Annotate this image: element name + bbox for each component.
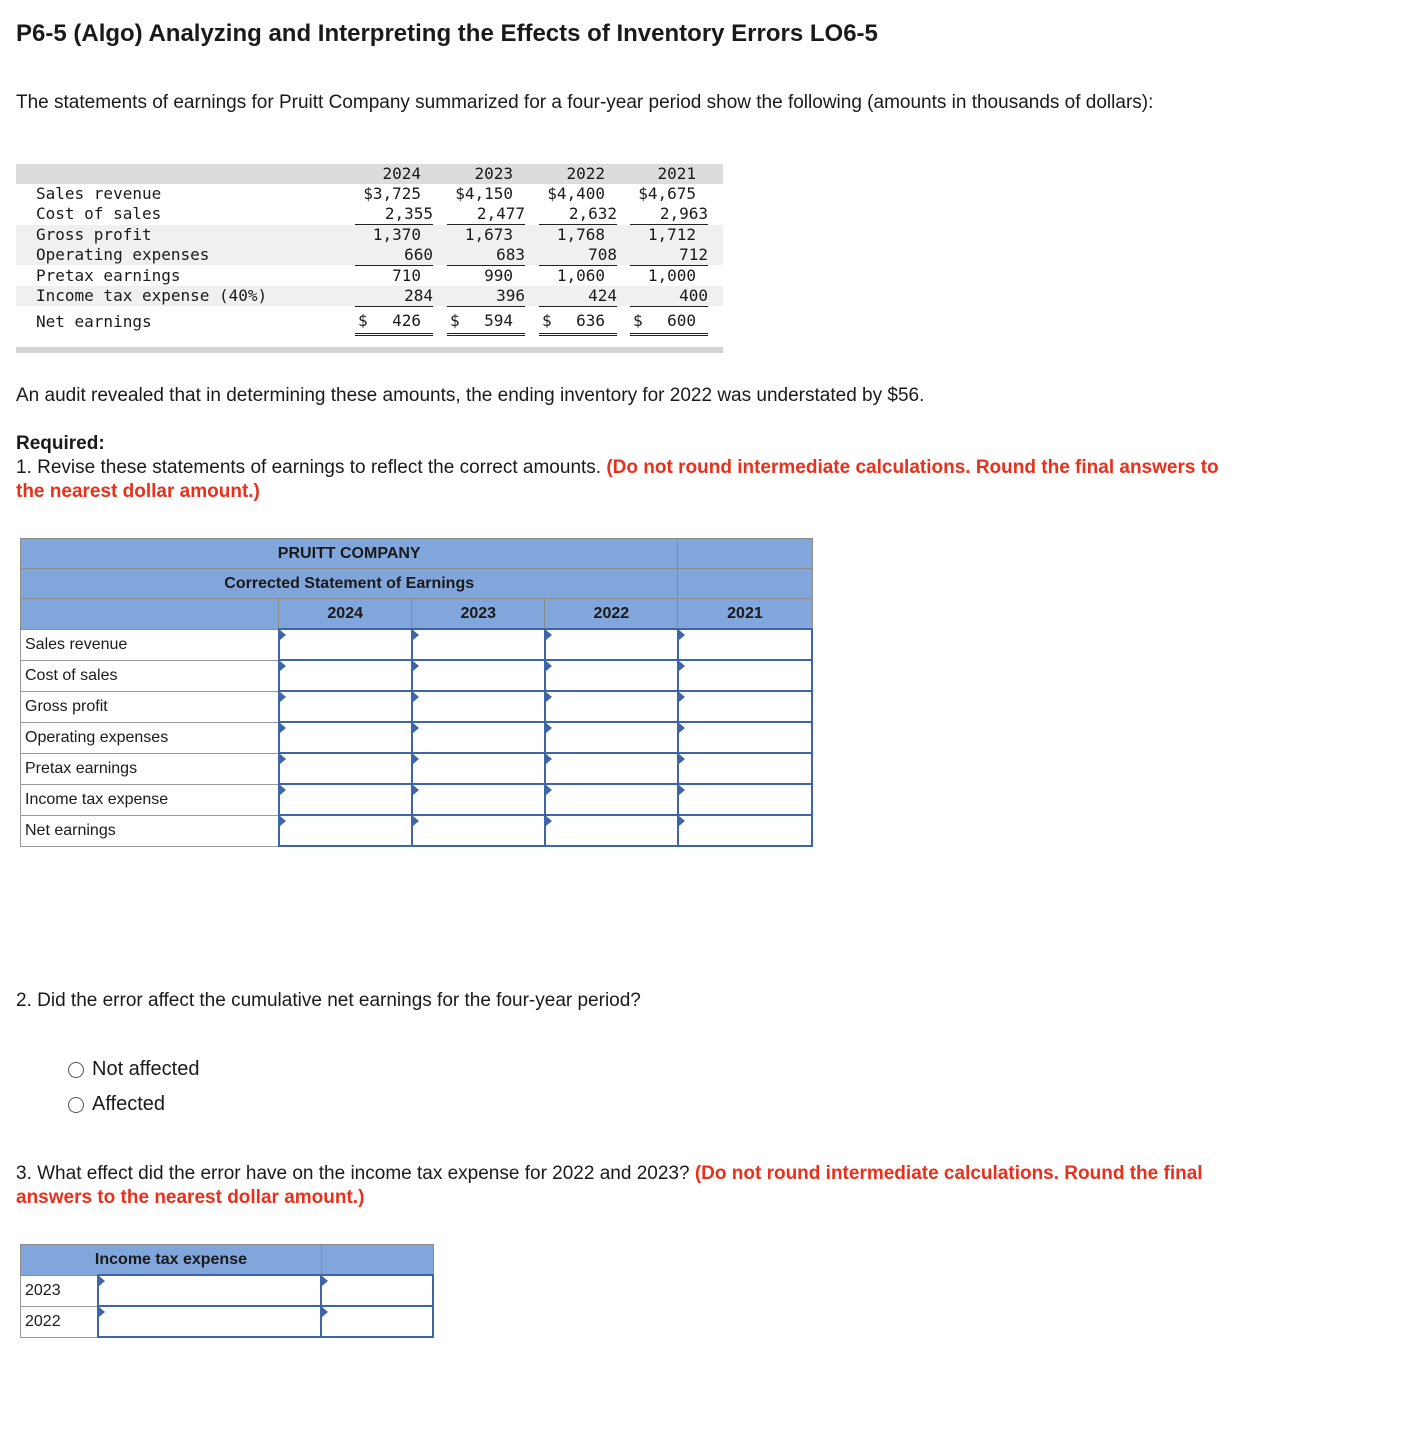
cell-marker-icon (280, 754, 286, 764)
income-tax-row (21, 1306, 434, 1337)
answer-cell[interactable] (279, 722, 412, 753)
column-header-2021: 2021 (678, 599, 812, 630)
page-title: P6-5 (Algo) Analyzing and Interpreting the Effects of Inventory Errors LO6-5 (16, 20, 878, 47)
answer-cell[interactable] (412, 660, 545, 691)
cell-marker-icon (679, 661, 685, 671)
row-label: Gross profit (21, 691, 279, 722)
answer-input[interactable] (322, 1276, 432, 1305)
statement-row-label: Cost of sales (36, 204, 162, 223)
answer-cell[interactable] (279, 815, 412, 846)
row-label: Income tax expense (21, 784, 279, 815)
answer-input[interactable] (280, 661, 411, 690)
answer-input[interactable] (280, 630, 411, 659)
radio-label: Affected (92, 1093, 166, 1115)
statement-value: 990 (484, 266, 513, 285)
answer-cell[interactable] (98, 1275, 321, 1306)
answer-cell[interactable] (279, 660, 412, 691)
statement-row-label: Gross profit (36, 225, 152, 244)
statement-value: 2,355 (355, 204, 433, 225)
answer-input[interactable] (679, 754, 811, 783)
answer-cell[interactable] (412, 691, 545, 722)
answer-input[interactable] (413, 723, 544, 752)
statement-value: $4,400 (547, 184, 605, 203)
statement-row-label: Sales revenue (36, 184, 162, 203)
question-1-note: (Do not round intermediate calculations. Round the final answers to the nearest dollar amount.) (16, 457, 1219, 502)
answer-input[interactable] (546, 785, 677, 814)
cell-marker-icon (546, 754, 552, 764)
statement-subtitle: Corrected Statement of Earnings (21, 569, 678, 599)
answer-input[interactable] (679, 661, 811, 690)
answer-cell[interactable] (545, 722, 678, 753)
cell-marker-icon (280, 692, 286, 702)
question-1 (16, 456, 1236, 504)
cell-marker-icon (546, 723, 552, 733)
answer-input[interactable] (280, 785, 411, 814)
statement-row-label: Pretax earnings (36, 266, 181, 285)
dollar-sign: $ (450, 311, 460, 330)
statement-value: 712 (630, 245, 708, 266)
statement-value: 600 (667, 311, 696, 330)
statement-value: 1,000 (647, 266, 696, 285)
statement-value: 594 (484, 311, 513, 330)
row-label: Net earnings (21, 815, 279, 846)
answer-input[interactable] (413, 661, 544, 690)
statement-value: 710 (392, 266, 421, 285)
statement-value: 2,477 (447, 204, 525, 225)
row-label: Operating expenses (21, 722, 279, 753)
row-label: Cost of sales (21, 660, 279, 691)
cell-marker-icon (546, 816, 552, 826)
answer-cell[interactable] (678, 784, 812, 815)
answer-cell[interactable] (678, 722, 812, 753)
statement-value: 708 (539, 245, 617, 266)
question-3-text: 3. What effect did the error have on the income tax expense for 2022 and 2023? (16, 1163, 695, 1184)
row-label: Pretax earnings (21, 753, 279, 784)
answer-cell[interactable] (678, 660, 812, 691)
radio-label: Not affected (92, 1058, 200, 1080)
statement-value: 1,768 (556, 225, 605, 244)
corrected-table-row (21, 815, 813, 846)
statement-value: 396 (447, 286, 525, 307)
column-header-2022: 2022 (545, 599, 678, 630)
answer-cell[interactable] (279, 753, 412, 784)
answer-cell[interactable] (678, 629, 812, 660)
statement-value: 426 (392, 311, 421, 330)
cell-marker-icon (413, 723, 419, 733)
intro-text: The statements of earnings for Pruitt Company summarized for a four-year period show the following (amounts in thousands of dollars): (16, 92, 1154, 113)
row-label: 2023 (21, 1275, 99, 1306)
answer-cell[interactable] (279, 691, 412, 722)
company-name: PRUITT COMPANY (21, 539, 678, 569)
statement-value: $3,725 (363, 184, 421, 203)
answer-cell[interactable] (545, 691, 678, 722)
answer-input[interactable] (413, 785, 544, 814)
statement-value: 2,963 (630, 204, 708, 225)
dollar-sign: $ (358, 311, 368, 330)
cell-marker-icon (546, 630, 552, 640)
column-header-2024: 2024 (279, 599, 412, 630)
cell-marker-icon (546, 692, 552, 702)
answer-cell[interactable] (678, 815, 812, 846)
question-3-note: (Do not round intermediate calculations. Round the final answers to the nearest dollar amount.) (16, 1163, 1203, 1208)
statement-value: 1,370 (372, 225, 421, 244)
cell-marker-icon (679, 692, 685, 702)
statement-value: $4,150 (455, 184, 513, 203)
cell-marker-icon (413, 785, 419, 795)
income-tax-table (20, 1244, 434, 1338)
statement-year-2021: 2021 (657, 164, 696, 183)
answer-input[interactable] (679, 630, 811, 659)
header-filler (678, 569, 812, 599)
header-blank (21, 599, 279, 630)
answer-input[interactable] (280, 816, 411, 845)
answer-input[interactable] (546, 754, 677, 783)
answer-input[interactable] (679, 692, 811, 721)
answer-cell[interactable] (545, 815, 678, 846)
radio-circle-icon[interactable] (68, 1062, 84, 1078)
corrected-table-row (21, 722, 813, 753)
statement-year-2023: 2023 (474, 164, 513, 183)
question-3 (16, 1162, 1276, 1210)
statement-row-label: Income tax expense (40%) (36, 286, 268, 305)
corrected-statement-table (20, 538, 813, 847)
dollar-sign: $ (633, 311, 643, 330)
question-2: 2. Did the error affect the cumulative net earnings for the four-year period? (16, 990, 641, 1011)
audit-text: An audit revealed that in determining these amounts, the ending inventory for 2022 was understated by $56. (16, 385, 925, 406)
statement-value: 400 (630, 286, 708, 307)
answer-cell[interactable] (321, 1306, 433, 1337)
radio-affected[interactable] (68, 1093, 165, 1116)
cell-marker-icon (413, 754, 419, 764)
header-filler (321, 1245, 433, 1276)
corrected-table-row (21, 691, 813, 722)
statement-row-label: Operating expenses (36, 245, 210, 264)
answer-cell[interactable] (279, 629, 412, 660)
statement-row-label: Net earnings (36, 312, 152, 331)
answer-cell[interactable] (545, 660, 678, 691)
answer-cell[interactable] (412, 815, 545, 846)
income-tax-row (21, 1275, 434, 1306)
answer-input[interactable] (679, 785, 811, 814)
cell-marker-icon (99, 1276, 105, 1286)
cell-marker-icon (322, 1307, 328, 1317)
row-label: Sales revenue (21, 629, 279, 660)
cell-marker-icon (413, 692, 419, 702)
statement-year-2022: 2022 (566, 164, 605, 183)
answer-cell[interactable] (545, 784, 678, 815)
answer-cell[interactable] (412, 753, 545, 784)
answer-input[interactable] (99, 1276, 320, 1305)
statement-value: 660 (355, 245, 433, 266)
answer-input[interactable] (280, 692, 411, 721)
radio-circle-icon[interactable] (68, 1097, 84, 1113)
statement-value: 1,060 (556, 266, 605, 285)
statement-footer-band (16, 347, 723, 353)
answer-input[interactable] (546, 723, 677, 752)
answer-input[interactable] (546, 692, 677, 721)
statement-value: 2,632 (539, 204, 617, 225)
cell-marker-icon (280, 661, 286, 671)
cell-marker-icon (679, 816, 685, 826)
cell-marker-icon (280, 723, 286, 733)
answer-cell[interactable] (412, 629, 545, 660)
cell-marker-icon (280, 816, 286, 826)
statement-value: 424 (539, 286, 617, 307)
cell-marker-icon (413, 661, 419, 671)
answer-input[interactable] (546, 661, 677, 690)
corrected-table-row (21, 784, 813, 815)
cell-marker-icon (322, 1276, 328, 1286)
answer-input[interactable] (546, 630, 677, 659)
answer-cell[interactable] (678, 753, 812, 784)
cell-marker-icon (546, 661, 552, 671)
answer-input[interactable] (99, 1307, 320, 1336)
required-heading: Required: (16, 433, 105, 454)
answer-cell[interactable] (678, 691, 812, 722)
answer-input[interactable] (280, 754, 411, 783)
income-tax-header: Income tax expense (21, 1245, 322, 1276)
answer-input[interactable] (322, 1307, 432, 1336)
row-label: 2022 (21, 1306, 99, 1337)
answer-cell[interactable] (412, 722, 545, 753)
statement-value: 683 (447, 245, 525, 266)
corrected-table-row (21, 753, 813, 784)
answer-cell[interactable] (321, 1275, 433, 1306)
answer-cell[interactable] (545, 753, 678, 784)
answer-input[interactable] (546, 816, 677, 845)
cell-marker-icon (280, 785, 286, 795)
answer-input[interactable] (413, 754, 544, 783)
answer-input[interactable] (413, 692, 544, 721)
corrected-table-row (21, 660, 813, 691)
dollar-sign: $ (542, 311, 552, 330)
statement-value: 284 (355, 286, 433, 307)
cell-marker-icon (413, 816, 419, 826)
cell-marker-icon (99, 1307, 105, 1317)
corrected-table-row (21, 629, 813, 660)
statement-value: $4,675 (638, 184, 696, 203)
cell-marker-icon (679, 723, 685, 733)
cell-marker-icon (679, 754, 685, 764)
radio-not-affected[interactable] (68, 1058, 199, 1081)
cell-marker-icon (679, 785, 685, 795)
statement-value: 1,712 (647, 225, 696, 244)
answer-input[interactable] (679, 816, 811, 845)
answer-input[interactable] (413, 630, 544, 659)
answer-cell[interactable] (545, 629, 678, 660)
cell-marker-icon (679, 630, 685, 640)
answer-input[interactable] (413, 816, 544, 845)
question-1-text: 1. Revise these statements of earnings to reflect the correct amounts. (16, 457, 607, 478)
cell-marker-icon (280, 630, 286, 640)
cell-marker-icon (546, 785, 552, 795)
answer-input[interactable] (280, 723, 411, 752)
cell-marker-icon (413, 630, 419, 640)
statement-value: 636 (576, 311, 605, 330)
statement-value: 1,673 (464, 225, 513, 244)
answer-cell[interactable] (98, 1306, 321, 1337)
statement-year-2024: 2024 (382, 164, 421, 183)
answer-cell[interactable] (279, 784, 412, 815)
header-filler (678, 539, 812, 569)
answer-input[interactable] (679, 723, 811, 752)
original-statement (16, 164, 723, 353)
column-header-2023: 2023 (412, 599, 545, 630)
answer-cell[interactable] (412, 784, 545, 815)
